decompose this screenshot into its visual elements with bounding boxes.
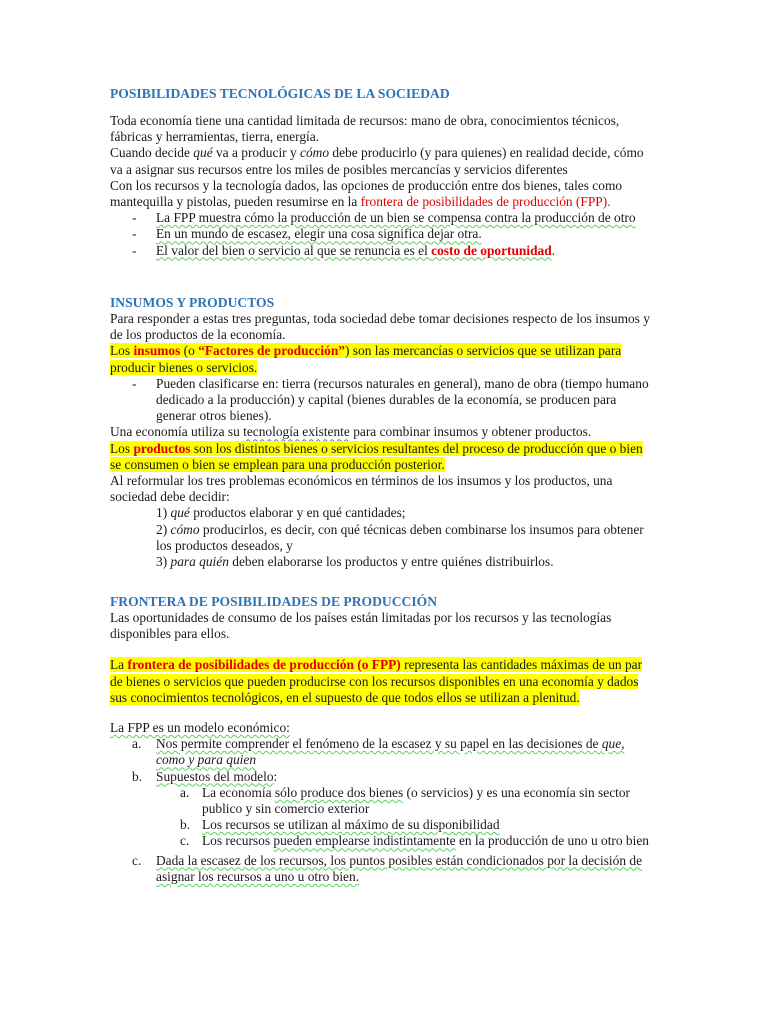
paragraph: Para responder a estas tres preguntas, toda sociedad debe tomar decisiones respecto de los insumos y de los productos de la economía.: [110, 311, 650, 343]
insumos-term: insumos: [133, 343, 181, 359]
list-item: [110, 736, 656, 768]
text: Pueden clasificarse en: tierra (recursos naturales en general), mano de obra (tiempo humano dedicado a la producción) y capital (bienes durables de la economía, se producen para generar otros bienes).: [156, 375, 649, 424]
text: .: [551, 242, 556, 258]
paragraph: [110, 178, 655, 210]
text: 1): [156, 505, 171, 521]
costo-highlight: costo de oportunidad: [431, 242, 552, 258]
fpp-highlight: frontera de posibilidades de producción (FPP).: [360, 194, 611, 210]
list-item: - El valor del bien o servicio al que se renuncia es el costo de oportunidad.: [132, 242, 556, 258]
text: Nos permite comprender el fenómeno de la escasez y su papel en las decisiones de: [156, 736, 602, 752]
text: productos elaborar y en qué cantidades;: [189, 505, 406, 521]
text: Los: [110, 440, 134, 456]
text: En un mundo de escasez, elegir una cosa significa dejar otra.: [156, 226, 482, 242]
paragraph: [110, 145, 655, 177]
list-marker: a.: [132, 736, 142, 752]
text: Dada la escasez de los recursos, los puntos posibles están condicionados por la decisión de asignar los recursos a uno u otro bien.: [156, 852, 643, 884]
text: La economía: [202, 784, 275, 800]
text: en la producción de uno u otro bien: [455, 833, 649, 849]
text: Los recursos: [202, 833, 274, 849]
section-posibilidades: [110, 85, 656, 259]
paragraph: [110, 424, 655, 440]
text: para combinar insumos y obtener productos.: [349, 424, 592, 440]
text: El valor del bien o servicio al que se renuncia es el: [156, 242, 432, 258]
text: son los distintos bienes o servicios resultantes del proceso de producción que o bien se consumen o bien se emplean para una producción posterior.: [110, 440, 643, 472]
text: representa las cantidades máximas de un par de bienes o servicios que pueden producirse con los recursos disponibles en una economía y dados sus conocimientos tecnológicos, en el supuesto de que todos ellos se utilizan a plenitud.: [110, 657, 643, 705]
text-italic: qué: [170, 505, 190, 521]
section-title: POSIBILIDADES TECNOLÓGICAS DE LA SOCIEDAD: [110, 86, 450, 101]
text: sólo produce dos bienes: [274, 784, 404, 800]
fpp-term: frontera de posibilidades de producción (o FPP): [127, 657, 401, 673]
section-frontera: [110, 593, 657, 885]
list-item: [110, 817, 657, 833]
factores-term: “Factores de producción”: [198, 343, 345, 359]
paragraph: Al reformular los tres problemas económicos en términos de los insumos y los productos, una sociedad debe decidir:: [110, 473, 613, 505]
paragraph: [110, 441, 655, 473]
list-item: [110, 785, 657, 817]
text: producirlos, es decir, con qué técnicas deben combinarse los insumos para obtener los productos deseados, y: [156, 521, 644, 553]
text: va a producir y: [212, 145, 301, 161]
list-item: - En un mundo de escasez, elegir una cosa significa dejar otra.: [132, 226, 482, 242]
paragraph: [110, 657, 655, 706]
paragraph: Las oportunidades de consumo de los países están limitadas por los recursos y las tecnologías disponibles para ellos.: [110, 610, 612, 642]
list-item: - La FPP muestra cómo la producción de un bien se compensa contra la producción de otro: [132, 210, 636, 226]
text: pueden emplearse indistintamente: [273, 833, 456, 849]
text: Los: [110, 343, 134, 359]
text: tecnología existente: [243, 424, 350, 440]
text: Los recursos se utilizan al máximo de su disponibilidad: [202, 817, 500, 833]
list-marker: c.: [132, 852, 142, 868]
text: deben elaborarse los productos y entre quiénes distribuirlos.: [228, 554, 554, 570]
list-marker: a.: [180, 784, 190, 800]
numbered-item: [110, 554, 656, 570]
text: ) son las mercancías o servicios que se utilizan para producir bienes o servicios.: [110, 343, 622, 375]
text: La FPP muestra cómo la producción de un bien se compensa contra la producción de otro: [156, 210, 636, 226]
productos-term: productos: [133, 440, 191, 456]
text-italic: cómo: [170, 521, 200, 537]
text: Supuestos del modelo: [156, 768, 274, 784]
list-item: b. Supuestos del modelo:: [132, 768, 278, 784]
list-marker: b.: [180, 817, 191, 833]
text: La FPP es un modelo económico:: [110, 720, 290, 736]
text: Con los recursos y la tecnología dados, las opciones de producción entre dos bienes, tales como mantequilla y pistolas, pueden resumirse en la: [110, 177, 623, 210]
section-insumos: [110, 294, 656, 570]
text-italic: para quién: [170, 554, 229, 570]
text-italic: qué: [193, 145, 213, 161]
list-item: - Pueden clasificarse en: tierra (recursos naturales en general), mano de obra (tiempo humano dedicado a la producción) y capital (bienes durables de la economía, se producen para generar otros bienes).: [132, 375, 649, 424]
text-italic: cómo: [300, 145, 330, 161]
paragraph: [110, 720, 655, 736]
text-italic: que, como y para quien: [156, 736, 625, 768]
list-marker: c.: [180, 833, 190, 849]
text: (o servicios) y es una economía sin sector publico y sin comercio exterior: [202, 784, 631, 817]
list-marker: b.: [132, 768, 143, 784]
text: 2): [156, 521, 171, 537]
section-title: FRONTERA DE POSIBILIDADES DE PRODUCCIÓN: [110, 594, 438, 609]
text: (o: [180, 343, 199, 359]
text: 3): [156, 554, 171, 570]
paragraph: Toda economía tiene una cantidad limitada de recursos: mano de obra, conocimientos técnicos, fábricas y herramientas, tierra, energía.: [110, 113, 620, 145]
text: Una economía utiliza su: [110, 424, 244, 440]
numbered-item: [110, 522, 656, 554]
paragraph: [110, 343, 655, 375]
list-item: [110, 833, 657, 849]
list-item: [110, 853, 656, 885]
numbered-item: [110, 505, 656, 521]
section-title: INSUMOS Y PRODUCTOS: [110, 295, 275, 310]
text: Cuando decide: [110, 145, 194, 161]
text: La: [110, 657, 128, 673]
text: debe producirlo (y para quienes) en realidad decide, cómo va a asignar sus recursos entre los miles de posibles mercancías y servicios diferentes: [110, 145, 644, 177]
